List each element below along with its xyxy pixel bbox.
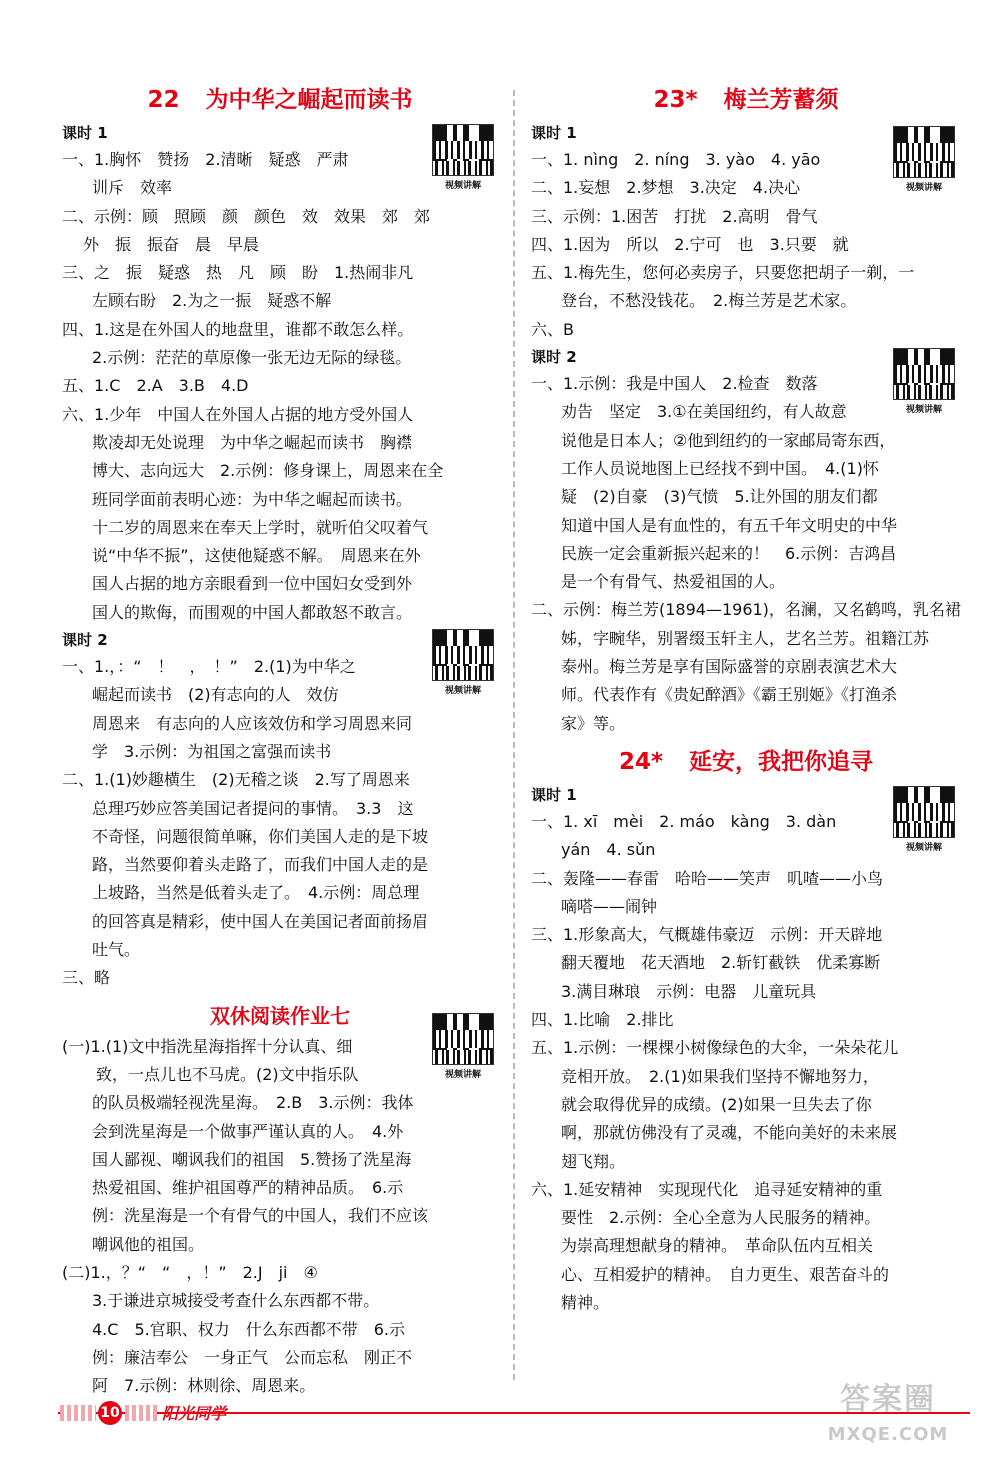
answer-line: 是一个有骨气、热爱祖国的人。 (561, 572, 786, 592)
answer-line: (二)1.，？“ “ ，！” 2.J ji ④ (62, 1262, 318, 1282)
lesson-24-period-1 (531, 782, 961, 1317)
answer-line: 五、1.C 2.A 3.B 4.D (62, 376, 249, 396)
answer-line: 六、B (531, 319, 574, 339)
answer-line: 四、1.因为 所以 2.宁可 也 3.只要 就 (531, 234, 849, 254)
answer-line: 路，当然要仰着头走路了，而我们中国人走的是 (92, 855, 429, 875)
answer-line: 训斥 效率 (92, 178, 173, 198)
period-label: 课时 2 (62, 631, 108, 650)
lesson-number: 24* (618, 748, 664, 775)
qr-code-icon[interactable] (893, 348, 955, 400)
period-label: 课时 2 (531, 348, 577, 367)
answer-line: 四、1.这是在外国人的地盘里，谁都不敢怎么样。 (62, 319, 414, 339)
answer-line: 国人占据的地方亲眼看到一位中国妇女受到外 (92, 574, 413, 594)
qr-caption: 视频讲解 (905, 183, 942, 193)
qr-code-icon[interactable] (432, 124, 494, 176)
answer-line: 左顾右盼 2.为之一振 疑惑不解 (92, 291, 332, 311)
answer-line: 国人的欺侮，而围观的中国人都敢怒不敢言。 (92, 602, 413, 622)
answer-line: 嘀嗒——闹钟 (561, 896, 658, 916)
left-column (62, 70, 498, 1400)
answer-line: 崛起而读书 (2)有志向的人 效仿 (92, 685, 339, 705)
column-divider (513, 90, 515, 1380)
answer-line: 五、1.梅先生，您何必卖房子，只要您把胡子一剃，一 (531, 263, 915, 283)
answer-line: 总理巧妙应答美国记者提问的事情。 3.3 这 (92, 798, 414, 818)
answer-line: (一)1.(1)文中指洗星海指挥十分认真、细 (62, 1036, 353, 1056)
watermark-text: 答案圈 (840, 1382, 936, 1417)
footer-decoration (125, 1405, 157, 1421)
answer-line: 六、1.少年 中国人在外国人占据的地方受外国人 (62, 404, 414, 424)
answer-line: 六、1.延安精神 实现现代化 追寻延安精神的重 (531, 1179, 883, 1199)
answer-line: 说“中华不振”，这使他疑惑不解。 周恩来在外 (92, 546, 421, 566)
answer-line: 一、1.胸怀 赞扬 2.清晰 疑惑 严肃 (62, 150, 349, 169)
footer-decoration (60, 1405, 96, 1421)
qr-caption: 视频讲解 (444, 1069, 481, 1080)
answer-line: 就会取得优异的成绩。(2)如果一旦失去了你 (561, 1094, 872, 1114)
answer-line: 热爱祖国、维护祖国尊严的精神品质。 6.示 (92, 1178, 404, 1198)
answer-line: 2.示例：茫茫的草原像一张无边无际的绿毯。 (92, 348, 412, 368)
answer-line: 嘲讽他的祖国。 (92, 1234, 205, 1254)
answer-line: 啊，那就仿佛没有了灵魂，不能向美好的未来展 (561, 1123, 898, 1143)
answer-line: 师。代表作有《贵妃醉酒》《霸王别姬》《打渔杀 (561, 685, 898, 705)
answer-line: 翅飞翔。 (561, 1151, 626, 1171)
answer-line: 学 3.示例：为祖国之富强而读书 (92, 741, 332, 761)
answer-line: 例：廉洁奉公 一身正气 公而忘私 刚正不 (92, 1347, 413, 1367)
answer-line: 阿 7.示例：林则徐、周恩来。 (92, 1376, 316, 1396)
answer-line: 二、1.(1)妙趣横生 (2)无稽之谈 2.写了周恩来 (62, 770, 410, 790)
answer-line: 姊，字畹华，别署缀玉轩主人，艺名兰芳。祖籍江苏 (561, 628, 930, 648)
qr-code-icon[interactable] (893, 786, 955, 838)
answer-line: 二、轰隆——春雷 哈哈——笑声 叽喳——小鸟 (531, 868, 884, 888)
answer-line: 例：洗星海是一个有骨气的中国人，我们不应该 (92, 1206, 429, 1226)
lesson-22-title (62, 80, 498, 120)
lesson-23-title (531, 80, 961, 120)
watermark (808, 1376, 968, 1466)
answer-line: 三、略 (62, 968, 111, 988)
lesson-23-period-2 (531, 344, 961, 738)
reading-homework-7 (62, 999, 498, 1401)
answer-line: 十二岁的周恩来在奉天上学时，就听伯父叹着气 (92, 517, 429, 537)
answer-line: 要性 2.示例：全心全意为人民服务的精神。 (561, 1208, 881, 1228)
answer-line: 疑 (2)自豪 (3)气愤 5.让外国的朋友们都 (561, 487, 878, 507)
answer-line: 3.于谦进京城接受考查什么东西都不带。 (92, 1291, 380, 1311)
answer-line: 吐气。 (92, 940, 141, 960)
qr-caption: 视频讲解 (444, 686, 481, 697)
answer-line: 泰州。梅兰芳是享有国际盛誉的京剧表演艺术大 (561, 657, 898, 677)
right-column (531, 70, 961, 1317)
qr-caption: 视频讲解 (905, 842, 942, 853)
answer-line: 四、1.比喻 2.排比 (531, 1010, 674, 1030)
answer-line: 一、1.，：“ ！ ， ！” 2.(1)为中华之 (62, 657, 356, 677)
lesson-24-title (531, 742, 961, 782)
answer-line: 登台，不愁没钱花。 2.梅兰芳是艺术家。 (561, 291, 857, 311)
lesson-23-period-1 (531, 120, 961, 344)
answer-line: 二、示例：顾 照顾 颜 颜色 效 效果 郊 郊 (62, 206, 431, 226)
answer-line: 的队员极端轻视洗星海。 2.B 3.示例：我体 (92, 1093, 414, 1113)
answer-line: 致，一点儿也不马虎。(2)文中指乐队 (96, 1064, 359, 1084)
answer-line: 博大、志向远大 2.示例：修身课上，周恩来在全 (92, 461, 444, 481)
answer-line: 三、1.形象高大，气概雄伟豪迈 示例：开天辟地 (531, 925, 883, 945)
answer-line: 心、互相爱护的精神。 自力更生、艰苦奋斗的 (561, 1264, 890, 1284)
answer-line: 一、1.示例：我是中国人 2.检查 数落 (531, 374, 818, 394)
answer-line: 五、1.示例：一棵棵小树像绿色的大伞，一朵朵花儿 (531, 1038, 899, 1058)
answer-line: 翻天覆地 花天酒地 2.斩钉截铁 优柔寡断 (561, 953, 881, 973)
answer-line: 上坡路，当然是低着头走了。 4.示例：周总理 (92, 883, 420, 903)
answer-line: 一、1. xī mèi 2. máo kàng 3. dàn (531, 811, 837, 831)
watermark-url: MXQE.COM (827, 1424, 949, 1445)
answer-line: 知道中国人是有血性的，有五千年文明史的中华 (561, 515, 898, 535)
answer-line: 周恩来 有志向的人应该效仿和学习周恩来同 (92, 713, 413, 733)
lesson-22-period-2 (62, 627, 498, 993)
answer-line: 外 振 振奋 晨 早晨 (83, 234, 260, 254)
answer-line: 不奇怪，问题很简单嘛，你们美国人走的是下坡 (92, 826, 429, 846)
answer-line: 为崇高理想献身的精神。 革命队伍内互相关 (561, 1236, 874, 1256)
answer-line: 工作人员说地图上已经找不到中国。 4.(1)怀 (561, 458, 879, 478)
qr-code-icon[interactable] (432, 629, 494, 681)
period-label: 课时 1 (62, 124, 108, 142)
qr-caption: 视频讲解 (444, 181, 481, 191)
lesson-title-text: 延安，我把你追寻 (689, 748, 874, 775)
answer-line: 家》等。 (561, 713, 626, 733)
lesson-title-text: 为中华之崛起而读书 (205, 87, 413, 113)
period-label: 课时 1 (531, 785, 577, 804)
brand-logo: 阳光同学 (162, 1404, 227, 1423)
answer-line: 3.满目琳琅 示例：电器 儿童玩具 (561, 981, 817, 1001)
answer-line: 一、1. nìng 2. níng 3. yào 4. yāo (531, 150, 821, 169)
qr-caption: 视频讲解 (905, 405, 942, 416)
qr-code-icon[interactable] (893, 126, 955, 178)
answer-line: 精神。 (561, 1292, 610, 1312)
page-number: 10 (98, 1401, 122, 1425)
lesson-number: 22 (147, 87, 180, 113)
answer-line: 二、示例：梅兰芳(1894—1961)，名澜，又名鹤鸣，乳名裙 (531, 600, 961, 620)
answer-line: 4.C 5.官职、权力 什么东西都不带 6.示 (92, 1319, 405, 1339)
answer-line: 欺凌却无处说理 为中华之崛起而读书 胸襟 (92, 432, 413, 452)
lesson-number: 23* (653, 87, 698, 113)
answer-line: 竞相开放。 2.(1)如果我们坚持不懈地努力， (561, 1066, 879, 1086)
answer-line: 劝告 坚定 3.①在美国纽约，有人故意 (561, 402, 847, 422)
answer-line: 的回答真是精彩，使中国人在美国记者面前扬眉 (92, 911, 429, 931)
period-label: 课时 1 (531, 124, 577, 142)
answer-line: 三、之 振 疑惑 热 凡 顾 盼 1.热闹非凡 (62, 263, 414, 283)
answer-line: 班同学面前表明心迹：为中华之崛起而读书。 (92, 489, 413, 509)
lesson-22-period-1 (62, 120, 498, 627)
reading-title: 双休阅读作业七 (210, 1003, 350, 1028)
answer-line: yán 4. sǔn (561, 840, 656, 860)
answer-line: 说他是日本人；②他到纽约的一家邮局寄东西， (561, 430, 896, 450)
answer-line: 民族一定会重新振兴起来的！ 6.示例：吉鸿昌 (561, 543, 897, 563)
lesson-title-text: 梅兰芳蓄须 (723, 87, 839, 113)
answer-line: 会到洗星海是一个做事严谨认真的人。 4.外 (92, 1121, 404, 1141)
qr-code-icon[interactable] (432, 1013, 494, 1065)
answer-line: 三、示例：1.困苦 打扰 2.高明 骨气 (531, 206, 818, 226)
answer-line: 二、1.妄想 2.梦想 3.决定 4.决心 (531, 178, 801, 198)
answer-line: 国人鄙视、嘲讽我们的祖国 5.赞扬了洗星海 (92, 1149, 412, 1169)
